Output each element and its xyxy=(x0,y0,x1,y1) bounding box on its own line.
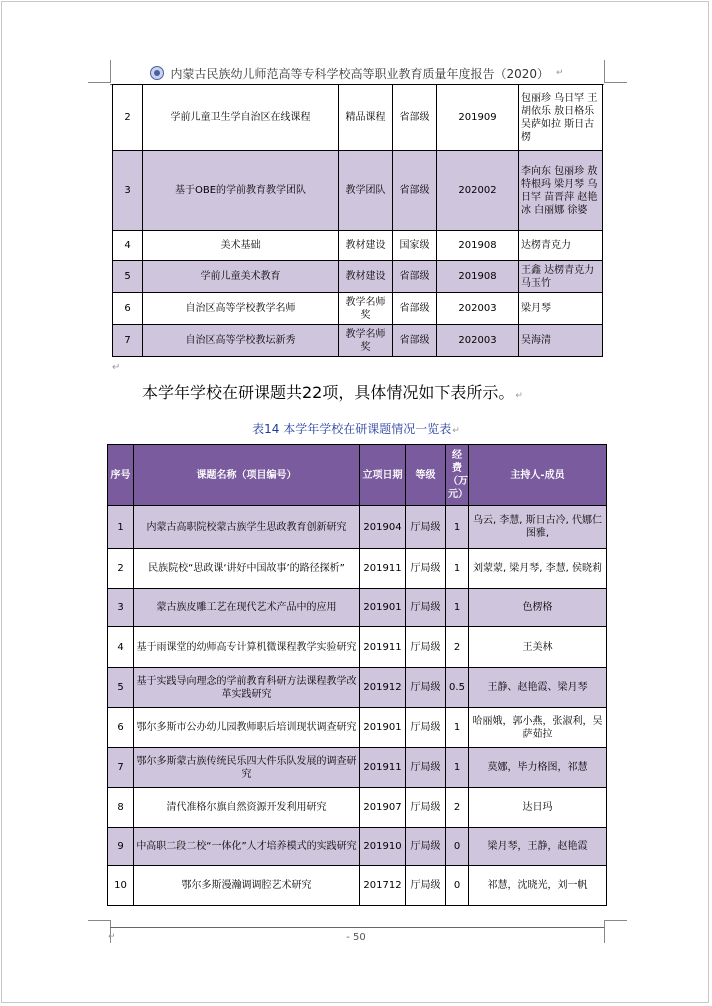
project-level: 厅局级 xyxy=(406,668,446,708)
project-level: 省部级 xyxy=(393,151,437,231)
row-number: 5 xyxy=(108,668,134,708)
row-number: 3 xyxy=(108,589,134,627)
project-members: 王美林 xyxy=(469,627,607,668)
project-date: 201912 xyxy=(360,668,406,708)
table-row xyxy=(108,506,607,549)
paragraph-mark-icon: ↵ xyxy=(556,68,564,78)
project-members: 吴海清 xyxy=(519,325,603,357)
project-members: 王静、赵艳霞、梁月琴 xyxy=(469,668,607,708)
table-row xyxy=(108,668,607,708)
project-members: 祁慧，沈晓光，刘一帆 xyxy=(469,866,607,906)
project-name: 蒙古族皮雕工艺在现代艺术产品中的应用 xyxy=(134,589,360,627)
project-date: 201911 xyxy=(360,627,406,668)
intro-paragraph: 本学年学校在研课题共22项，具体情况如下表所示。↵ xyxy=(142,383,523,402)
project-date: 201904 xyxy=(360,506,406,549)
project-name: 基于OBE的学前教育教学团队 xyxy=(143,151,339,231)
table-row xyxy=(113,293,603,325)
project-name: 民族院校“思政课‘讲好中国故事’的路径探析” xyxy=(134,549,360,589)
project-fund: 1 xyxy=(446,506,469,549)
project-level: 省部级 xyxy=(393,85,437,151)
project-level: 厅局级 xyxy=(406,708,446,748)
project-fund: 1 xyxy=(446,589,469,627)
row-number: 2 xyxy=(113,85,143,151)
project-date: 201901 xyxy=(360,589,406,627)
crop-mark-top-right xyxy=(604,60,627,83)
project-type: 精品课程 xyxy=(339,85,393,151)
project-members: 莫娜，毕力格图，祁慧 xyxy=(469,748,607,788)
project-level: 厅局级 xyxy=(406,627,446,668)
project-type: 教学团队 xyxy=(339,151,393,231)
table-row xyxy=(113,151,603,231)
project-date: 201911 xyxy=(360,549,406,589)
project-level: 厅局级 xyxy=(406,506,446,549)
project-level: 厅局级 xyxy=(406,788,446,828)
project-members: 刘蒙蒙, 梁月琴, 李慧, 侯晓莉 xyxy=(469,549,607,589)
project-level: 国家级 xyxy=(393,231,437,261)
project-level: 厅局级 xyxy=(406,589,446,627)
table-row xyxy=(108,627,607,668)
header-members: 主持人-成员 xyxy=(469,445,607,506)
project-fund: 2 xyxy=(446,627,469,668)
table-header-row xyxy=(108,445,607,506)
project-members: 王鑫 达楞青克力 马玉竹 xyxy=(519,261,603,293)
row-number: 7 xyxy=(108,748,134,788)
project-date: 202003 xyxy=(437,325,519,357)
school-logo-icon xyxy=(150,66,164,80)
row-number: 1 xyxy=(108,506,134,549)
table-row xyxy=(113,261,603,293)
project-name: 自治区高等学校教坛新秀 xyxy=(143,325,339,357)
project-level: 厅局级 xyxy=(406,828,446,866)
project-date: 202003 xyxy=(437,293,519,325)
table-row xyxy=(108,866,607,906)
row-number: 8 xyxy=(108,788,134,828)
project-name: 内蒙古高职院校蒙古族学生思政教育创新研究 xyxy=(134,506,360,549)
project-name: 学前儿童美术教育 xyxy=(143,261,339,293)
row-number: 5 xyxy=(113,261,143,293)
table-row xyxy=(108,828,607,866)
project-fund: 2 xyxy=(446,788,469,828)
project-members: 乌云, 李慧, 斯日古冷, 代娜仁图雅, xyxy=(469,506,607,549)
project-level: 省部级 xyxy=(393,293,437,325)
project-date: 201908 xyxy=(437,261,519,293)
project-name: 学前儿童卫生学自治区在线课程 xyxy=(143,85,339,151)
project-fund: 0 xyxy=(446,828,469,866)
project-level: 省部级 xyxy=(393,325,437,357)
header-fund: 经费（万元） xyxy=(446,445,469,506)
project-name: 基于雨课堂的幼师高专计算机微课程教学实验研究 xyxy=(134,627,360,668)
row-number: 6 xyxy=(113,293,143,325)
footer-rule xyxy=(110,927,604,928)
project-date: 201908 xyxy=(437,231,519,261)
header-date: 立项日期 xyxy=(360,445,406,506)
project-level: 厅局级 xyxy=(406,748,446,788)
table-row xyxy=(113,85,603,151)
table-caption: 表14 本学年学校在研课题情况一览表↵ xyxy=(252,422,460,436)
project-date: 201907 xyxy=(360,788,406,828)
project-members: 哈丽娥，郭小燕，张淑利，吴萨茹拉 xyxy=(469,708,607,748)
project-name: 鄂尔多斯漫瀚调调腔艺术研究 xyxy=(134,866,360,906)
row-number: 3 xyxy=(113,151,143,231)
row-number: 7 xyxy=(113,325,143,357)
project-name: 鄂尔多斯蒙古族传统民乐四大件乐队发展的调查研究 xyxy=(134,748,360,788)
project-fund: 1 xyxy=(446,549,469,589)
table-row xyxy=(108,589,607,627)
project-members: 达日玛 xyxy=(469,788,607,828)
project-members: 色楞格 xyxy=(469,589,607,627)
project-members: 梁月琴 xyxy=(519,293,603,325)
row-number: 2 xyxy=(108,549,134,589)
crop-mark-top-left xyxy=(88,60,111,83)
project-name: 清代准格尔旗自然资源开发利用研究 xyxy=(134,788,360,828)
header-name: 课题名称（项目编号） xyxy=(134,445,360,506)
project-name: 美术基础 xyxy=(143,231,339,261)
project-members: 梁月琴，王静，赵艳霞 xyxy=(469,828,607,866)
project-name: 自治区高等学校教学名师 xyxy=(143,293,339,325)
project-date: 201910 xyxy=(360,828,406,866)
project-type: 教学名师奖 xyxy=(339,325,393,357)
header-title: 内蒙古民族幼儿师范高等专科学校高等职业教育质量年度报告（2020） xyxy=(170,66,549,81)
project-name: 鄂尔多斯市公办幼儿园教师职后培训现状调查研究 xyxy=(134,708,360,748)
paragraph-mark-icon: ↵ xyxy=(112,362,121,373)
project-level: 省部级 xyxy=(393,261,437,293)
project-name: 中高职二段二校“一体化”人才培养模式的实践研究 xyxy=(134,828,360,866)
table-row xyxy=(113,231,603,261)
awards-table xyxy=(112,84,603,357)
project-fund: 0.5 xyxy=(446,668,469,708)
project-fund: 0 xyxy=(446,866,469,906)
project-date: 201911 xyxy=(360,748,406,788)
project-date: 202002 xyxy=(437,151,519,231)
row-number: 4 xyxy=(113,231,143,261)
research-projects-table xyxy=(107,444,607,906)
project-members: 李向东 包丽珍 敖特根玛 梁月琴 乌日罕 苗晋萍 赵艳冰 白丽娜 徐婆 xyxy=(519,151,603,231)
project-date: 201909 xyxy=(437,85,519,151)
project-members: 包丽珍 乌日罕 王胡依乐 敖日格乐 吴萨如拉 斯日古楞 xyxy=(519,85,603,151)
table-row xyxy=(113,325,603,357)
project-level: 厅局级 xyxy=(406,549,446,589)
project-fund: 1 xyxy=(446,708,469,748)
paragraph-mark-icon: ↵ xyxy=(108,932,116,942)
project-members: 达楞青克力 xyxy=(519,231,603,261)
project-type: 教学名师奖 xyxy=(339,293,393,325)
table-row xyxy=(108,788,607,828)
row-number: 6 xyxy=(108,708,134,748)
project-date: 201901 xyxy=(360,708,406,748)
table-row xyxy=(108,549,607,589)
row-number: 10 xyxy=(108,866,134,906)
table-row xyxy=(108,748,607,788)
header-level: 等级 xyxy=(406,445,446,506)
project-level: 厅局级 xyxy=(406,866,446,906)
project-fund: 1 xyxy=(446,748,469,788)
row-number: 9 xyxy=(108,828,134,866)
row-number: 4 xyxy=(108,627,134,668)
project-type: 教材建设 xyxy=(339,261,393,293)
page-header xyxy=(112,64,602,82)
project-type: 教材建设 xyxy=(339,231,393,261)
page-number: - 50 xyxy=(346,932,366,943)
table-row xyxy=(108,708,607,748)
header-no: 序号 xyxy=(108,445,134,506)
project-name: 基于实践导向理念的学前教育科研方法课程教学改革实践研究 xyxy=(134,668,360,708)
project-date: 201712 xyxy=(360,866,406,906)
